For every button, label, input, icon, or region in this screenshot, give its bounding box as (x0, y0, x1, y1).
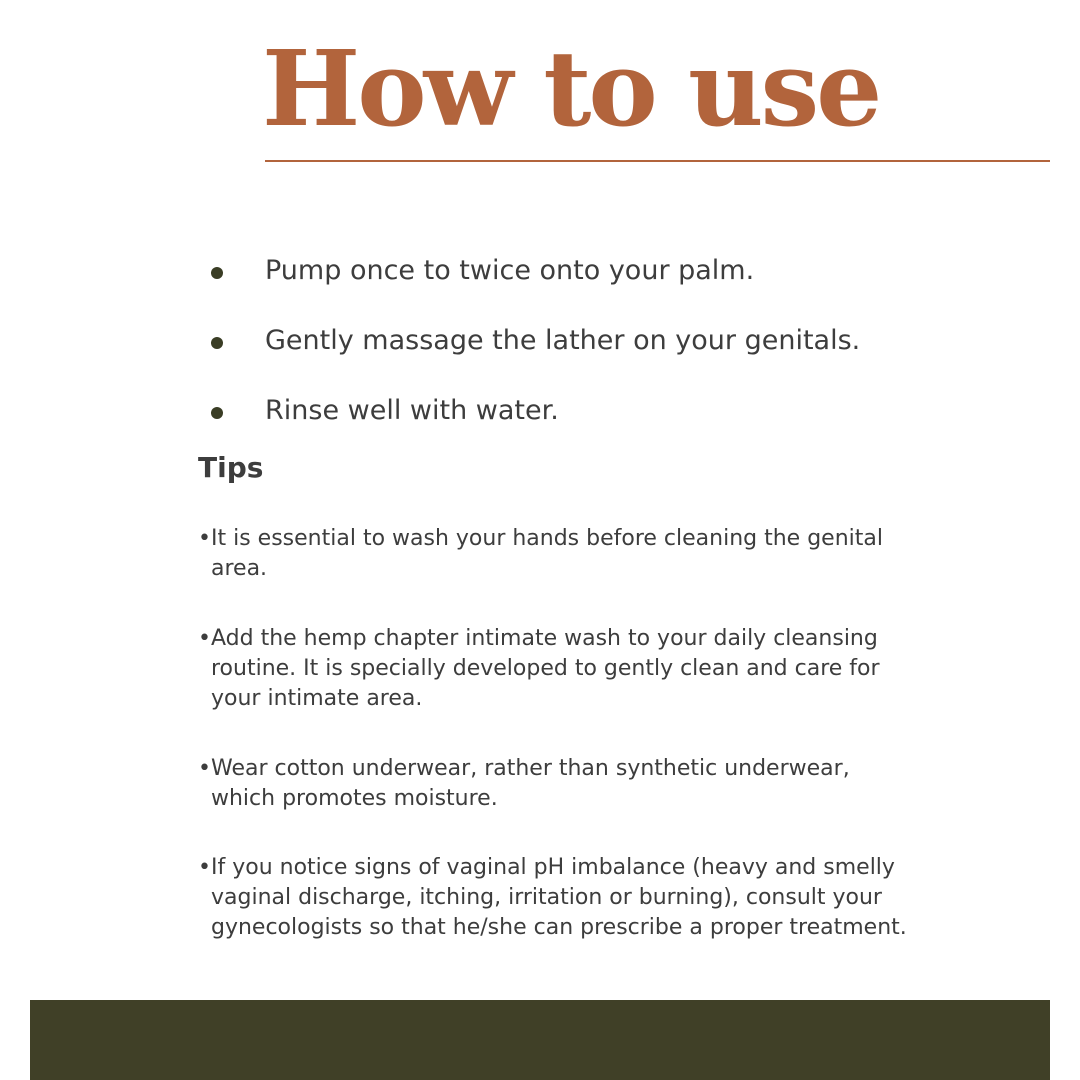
tip-item (198, 853, 918, 943)
bullet-dot-icon (211, 407, 223, 419)
tip-text: Wear cotton underwear, rather than synthetic underwear, which promotes moisture. (211, 756, 850, 811)
usage-step (0, 251, 1000, 291)
tip-text: It is essential to wash your hands before cleaning the genital area. (211, 526, 883, 581)
tip-text: If you notice signs of vaginal pH imbalance (heavy and smelly vaginal discharge, itching, irritation or burning), consult your gynecologists so that he/she can prescribe a proper treatment. (211, 855, 907, 940)
footer-band (30, 1000, 1050, 1080)
tips-heading: Tips (198, 451, 264, 484)
usage-step-text: Pump once to twice onto your palm. (265, 255, 755, 286)
page-title: How to use (262, 27, 880, 150)
tip-text: Add the hemp chapter intimate wash to your daily cleansing routine. It is specially developed to gently clean and care for your intimate area. (211, 626, 880, 711)
bullet-dot-icon (211, 267, 223, 279)
usage-step-text: Rinse well with water. (265, 395, 559, 426)
tip-bullet: • (198, 855, 211, 880)
usage-step (0, 321, 1000, 361)
tip-item (198, 624, 918, 714)
bullet-dot-icon (211, 337, 223, 349)
tip-bullet: • (198, 626, 211, 651)
usage-step-text: Gently massage the lather on your genitals. (265, 325, 861, 356)
tip-item (198, 754, 918, 814)
usage-step (0, 391, 1000, 431)
title-divider (265, 160, 1050, 162)
tip-item (198, 524, 918, 584)
tip-bullet: • (198, 756, 211, 781)
tip-bullet: • (198, 526, 211, 551)
